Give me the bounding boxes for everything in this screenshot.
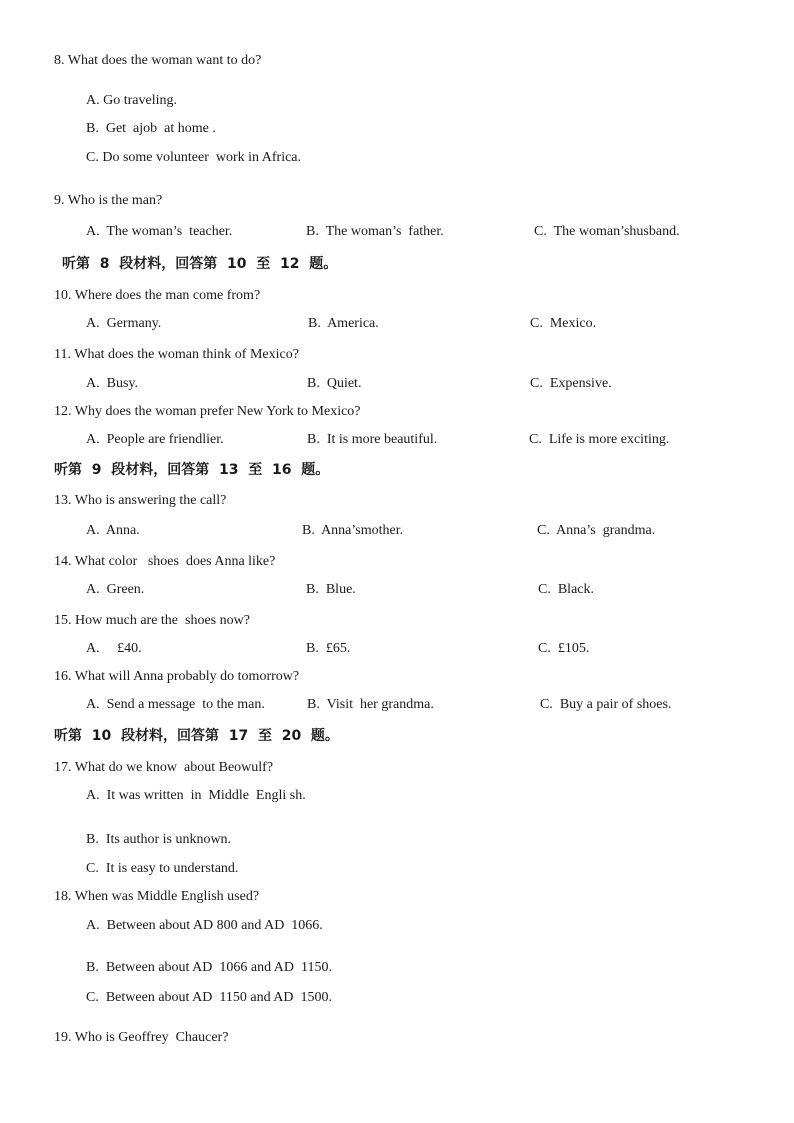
question-15: 15. How much are the shoes now? <box>54 613 250 628</box>
option-8c: C. Do some volunteer work in Africa. <box>86 150 302 165</box>
option-14a: A. Green. <box>86 582 145 597</box>
section-heading-9: 听第 9 段材料，回答第 13 至 16 题。 <box>54 462 330 478</box>
option-10a: A. Germany. <box>86 316 162 331</box>
option-17b: B. Its author is unknown. <box>86 832 232 847</box>
question-14: 14. What color shoes does Anna like? <box>54 554 276 569</box>
option-18b: B. Between about AD 1066 and AD 1150. <box>86 960 333 975</box>
option-17a: A. It was written in Middle Engli sh. <box>86 788 306 803</box>
question-17: 17. What do we know about Beowulf? <box>54 760 274 775</box>
option-13b: B. Anna’smother. <box>302 523 404 538</box>
option-9b: B. The woman’s father. <box>306 224 444 239</box>
option-13a: A. Anna. <box>86 523 140 538</box>
option-18c: C. Between about AD 1150 and AD 1500. <box>86 990 333 1005</box>
option-11c: C. Expensive. <box>530 376 612 391</box>
option-8b: B. Get ajob at home . <box>86 121 216 136</box>
option-8a: A. Go traveling. <box>86 93 177 108</box>
section-heading-10: 听第 10 段材料，回答第 17 至 20 题。 <box>54 728 339 744</box>
option-16c: C. Buy a pair of shoes. <box>540 697 672 712</box>
section-heading-8: 听第 8 段材料，回答第 10 至 12 题。 <box>62 256 338 272</box>
question-9: 9. Who is the man? <box>54 193 163 208</box>
option-16b: B. Visit her grandma. <box>307 697 434 712</box>
option-12c: C. Life is more exciting. <box>529 432 670 447</box>
option-17c: C. It is easy to understand. <box>86 861 239 876</box>
option-11a: A. Busy. <box>86 376 138 391</box>
option-12b: B. It is more beautiful. <box>307 432 438 447</box>
option-14b: B. Blue. <box>306 582 356 597</box>
question-8: 8. What does the woman want to do? <box>54 53 262 68</box>
option-12a: A. People are friendlier. <box>86 432 224 447</box>
question-13: 13. Who is answering the call? <box>54 493 227 508</box>
question-16: 16. What will Anna probably do tomorrow? <box>54 669 300 684</box>
option-13c: C. Anna’s grandma. <box>537 523 656 538</box>
option-9a: A. The woman’s teacher. <box>86 224 233 239</box>
question-19: 19. Who is Geoffrey Chaucer? <box>54 1030 229 1045</box>
question-18: 18. When was Middle English used? <box>54 889 260 904</box>
option-16a: A. Send a message to the man. <box>86 697 265 712</box>
question-10: 10. Where does the man come from? <box>54 288 261 303</box>
option-9c: C. The woman’shusband. <box>534 224 680 239</box>
option-18a: A. Between about AD 800 and AD 1066. <box>86 918 323 933</box>
question-12: 12. Why does the woman prefer New York to Mexico? <box>54 404 361 419</box>
option-15b: B. £65. <box>306 641 351 656</box>
option-11b: B. Quiet. <box>307 376 362 391</box>
option-14c: C. Black. <box>538 582 594 597</box>
option-10b: B. America. <box>308 316 379 331</box>
option-15c: C. £105. <box>538 641 590 656</box>
option-15a: A. £40. <box>86 641 142 656</box>
question-11: 11. What does the woman think of Mexico? <box>54 347 299 362</box>
option-10c: C. Mexico. <box>530 316 597 331</box>
